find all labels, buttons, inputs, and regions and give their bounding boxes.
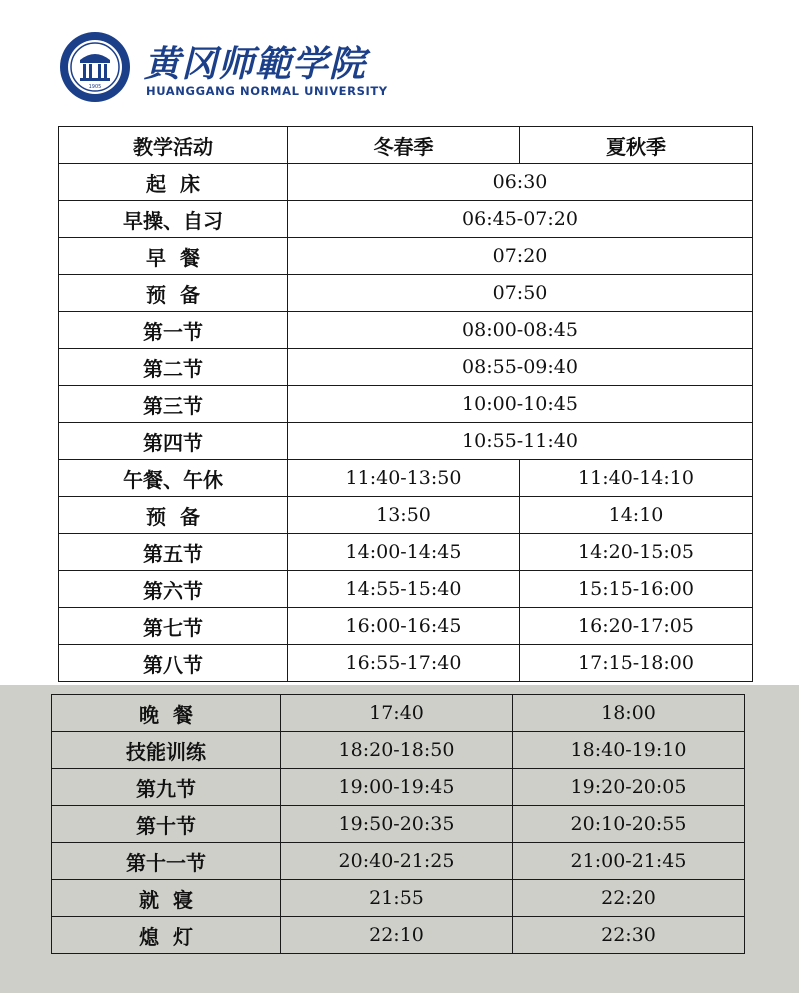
column-header-summer-autumn: 夏秋季 <box>520 127 753 164</box>
table-row <box>59 608 753 645</box>
school-seal-logo <box>58 30 132 104</box>
activity-cell: 第五节 <box>59 534 288 571</box>
table-row <box>59 201 753 238</box>
time-cell-merged: 08:00-08:45 <box>288 312 753 349</box>
time-cell-summer-autumn: 14:20-15:05 <box>520 534 753 571</box>
activity-cell: 第二节 <box>59 349 288 386</box>
time-cell-winter-spring: 16:55-17:40 <box>288 645 520 682</box>
activity-cell: 预 备 <box>59 497 288 534</box>
activity-cell: 起 床 <box>59 164 288 201</box>
table-row <box>59 238 753 275</box>
activity-cell: 第三节 <box>59 386 288 423</box>
activity-cell: 早操、自习 <box>59 201 288 238</box>
table-row <box>59 386 753 423</box>
table-row <box>59 312 753 349</box>
time-cell-winter-spring: 13:50 <box>288 497 520 534</box>
table-row <box>59 275 753 312</box>
activity-cell: 第八节 <box>59 645 288 682</box>
time-cell-summer-autumn: 14:10 <box>520 497 753 534</box>
time-cell-winter-spring: 19:50-20:35 <box>281 806 513 843</box>
time-cell-winter-spring: 20:40-21:25 <box>281 843 513 880</box>
time-cell-summer-autumn: 11:40-14:10 <box>520 460 753 497</box>
activity-cell: 第十一节 <box>52 843 281 880</box>
table-header-row <box>59 127 753 164</box>
time-cell-merged: 08:55-09:40 <box>288 349 753 386</box>
time-cell-merged: 06:30 <box>288 164 753 201</box>
time-cell-summer-autumn: 19:20-20:05 <box>513 769 745 806</box>
schedule-table-top <box>58 126 753 682</box>
column-header-winter-spring: 冬春季 <box>288 127 520 164</box>
table-row <box>59 460 753 497</box>
activity-cell: 第七节 <box>59 608 288 645</box>
activity-cell: 早 餐 <box>59 238 288 275</box>
activity-cell: 就 寝 <box>52 880 281 917</box>
time-cell-summer-autumn: 18:40-19:10 <box>513 732 745 769</box>
time-cell-summer-autumn: 20:10-20:55 <box>513 806 745 843</box>
table-row <box>52 917 745 954</box>
time-cell-winter-spring: 14:55-15:40 <box>288 571 520 608</box>
activity-cell: 晚 餐 <box>52 695 281 732</box>
time-cell-summer-autumn: 17:15-18:00 <box>520 645 753 682</box>
time-cell-merged: 10:55-11:40 <box>288 423 753 460</box>
time-cell-merged: 06:45-07:20 <box>288 201 753 238</box>
school-name-cn: 黄冈师範学院 <box>144 43 367 85</box>
activity-cell: 第四节 <box>59 423 288 460</box>
table-row <box>52 695 745 732</box>
time-cell-winter-spring: 18:20-18:50 <box>281 732 513 769</box>
school-name-en: HUANGGANG NORMAL UNIVERSITY <box>146 84 388 98</box>
table-row <box>52 880 745 917</box>
table-row <box>59 534 753 571</box>
activity-cell: 熄 灯 <box>52 917 281 954</box>
time-cell-summer-autumn: 16:20-17:05 <box>520 608 753 645</box>
school-header <box>58 30 388 110</box>
table-row <box>52 732 745 769</box>
table-row <box>59 349 753 386</box>
time-cell-winter-spring: 21:55 <box>281 880 513 917</box>
schedule-table-bottom <box>51 694 745 954</box>
time-cell-merged: 07:20 <box>288 238 753 275</box>
table-row <box>52 843 745 880</box>
time-cell-winter-spring: 14:00-14:45 <box>288 534 520 571</box>
table-row <box>52 806 745 843</box>
time-cell-merged: 10:00-10:45 <box>288 386 753 423</box>
activity-cell: 第一节 <box>59 312 288 349</box>
activity-cell: 第六节 <box>59 571 288 608</box>
time-cell-summer-autumn: 18:00 <box>513 695 745 732</box>
activity-cell: 技能训练 <box>52 732 281 769</box>
table-row <box>59 423 753 460</box>
time-cell-summer-autumn: 22:20 <box>513 880 745 917</box>
activity-cell: 午餐、午休 <box>59 460 288 497</box>
time-cell-winter-spring: 17:40 <box>281 695 513 732</box>
column-header-activity: 教学活动 <box>59 127 288 164</box>
table-row <box>59 645 753 682</box>
time-cell-winter-spring: 19:00-19:45 <box>281 769 513 806</box>
activity-cell: 第九节 <box>52 769 281 806</box>
time-cell-merged: 07:50 <box>288 275 753 312</box>
table-row <box>59 497 753 534</box>
table-row <box>59 571 753 608</box>
table-row <box>59 164 753 201</box>
time-cell-winter-spring: 22:10 <box>281 917 513 954</box>
activity-cell: 第十节 <box>52 806 281 843</box>
svg-text:1905: 1905 <box>88 84 102 90</box>
table-row <box>52 769 745 806</box>
activity-cell: 预 备 <box>59 275 288 312</box>
time-cell-winter-spring: 11:40-13:50 <box>288 460 520 497</box>
time-cell-summer-autumn: 22:30 <box>513 917 745 954</box>
time-cell-summer-autumn: 21:00-21:45 <box>513 843 745 880</box>
time-cell-winter-spring: 16:00-16:45 <box>288 608 520 645</box>
time-cell-summer-autumn: 15:15-16:00 <box>520 571 753 608</box>
